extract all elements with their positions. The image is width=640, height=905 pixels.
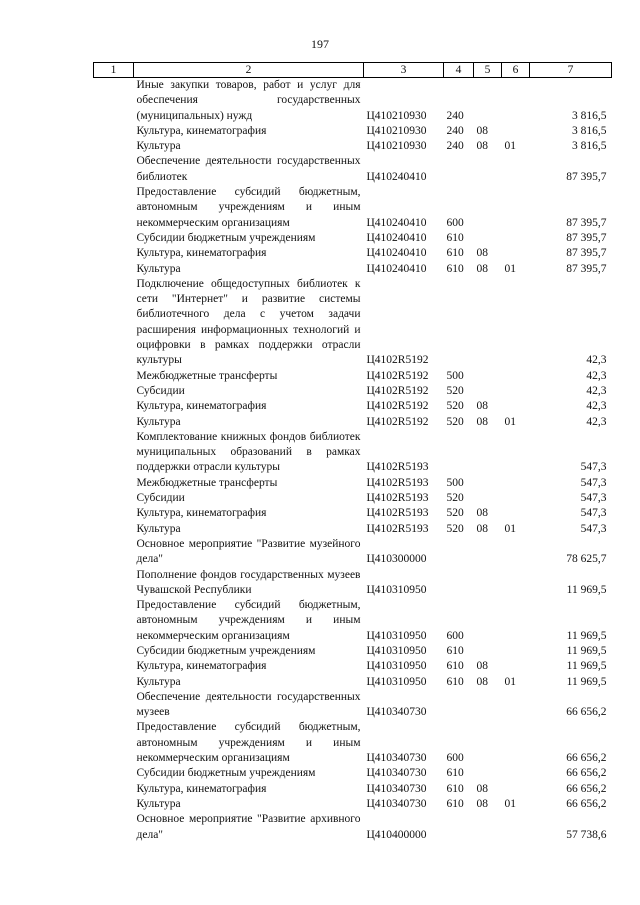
row-expense-type: 600 — [446, 216, 464, 229]
row-code: Ц410340730 — [366, 797, 427, 810]
row-empty-cell — [94, 139, 134, 154]
row-name: Культура — [136, 522, 181, 535]
row-name: Культура — [136, 415, 181, 428]
row-amount: 11 969,5 — [566, 660, 607, 673]
row-section — [474, 154, 502, 185]
row-code: Ц410240410 — [366, 170, 427, 183]
row-code: Ц4102R5193 — [366, 522, 429, 535]
row-empty-cell — [94, 812, 134, 843]
row-amount: 547,3 — [580, 492, 607, 505]
row-subsection — [502, 568, 530, 599]
row-code: Ц410310950 — [366, 629, 427, 642]
row-section: 08 — [476, 797, 488, 810]
row-section — [474, 231, 502, 246]
row-code: Ц410340730 — [366, 752, 427, 765]
row-subsection — [502, 598, 530, 644]
row-empty-cell — [94, 78, 134, 124]
column-number: 6 — [502, 63, 530, 78]
row-expense-type: 610 — [446, 247, 464, 260]
row-expense-type: 610 — [446, 660, 464, 673]
row-empty-cell — [94, 690, 134, 721]
row-expense-type — [444, 812, 474, 843]
row-code: Ц410210930 — [366, 124, 427, 137]
row-expense-type: 520 — [446, 400, 464, 413]
row-code: Ц410300000 — [366, 553, 427, 566]
row-expense-type: 240 — [446, 140, 464, 153]
row-section — [474, 78, 502, 124]
row-expense-type: 500 — [446, 476, 464, 489]
column-number-header-row — [94, 63, 612, 78]
row-section — [474, 644, 502, 659]
row-expense-type — [444, 430, 474, 476]
row-subsection — [502, 430, 530, 476]
row-name: Культура — [136, 797, 181, 810]
row-code: Ц4102R5192 — [366, 384, 429, 397]
row-section: 08 — [476, 782, 488, 795]
row-code: Ц4102R5192 — [366, 369, 429, 382]
row-subsection: 01 — [504, 675, 516, 688]
row-code: Ц4102R5193 — [366, 507, 429, 520]
row-amount: 547,3 — [580, 461, 607, 474]
table-row — [94, 782, 612, 797]
table-row — [94, 568, 612, 599]
row-subsection — [502, 659, 530, 674]
row-section: 08 — [476, 262, 488, 275]
row-expense-type: 600 — [446, 629, 464, 642]
row-code: Ц410310950 — [366, 644, 427, 657]
row-amount: 3 816,5 — [572, 124, 607, 137]
row-amount: 66 656,2 — [566, 752, 607, 765]
row-expense-type: 520 — [446, 415, 464, 428]
table-row — [94, 277, 612, 369]
row-code: Ц4102R5193 — [366, 461, 429, 474]
row-empty-cell — [94, 782, 134, 797]
row-name: Основное мероприятие "Развитие музейного дела" — [136, 537, 361, 566]
row-amount: 66 656,2 — [566, 782, 607, 795]
row-section: 08 — [476, 140, 488, 153]
row-empty-cell — [94, 430, 134, 476]
row-empty-cell — [94, 124, 134, 139]
row-expense-type: 240 — [446, 109, 464, 122]
row-subsection: 01 — [504, 140, 516, 153]
row-subsection: 01 — [504, 415, 516, 428]
row-name: Пополнение фондов государственных музеев Чувашской Республики — [136, 568, 361, 596]
row-amount: 11 969,5 — [566, 583, 607, 596]
row-name: Культура, кинематография — [136, 124, 267, 137]
row-expense-type: 610 — [446, 797, 464, 810]
column-number: 3 — [364, 63, 444, 78]
row-subsection — [502, 720, 530, 766]
row-name: Субсидии бюджетным учреждениям — [136, 231, 316, 244]
row-amount: 87 395,7 — [566, 262, 607, 275]
table-row — [94, 185, 612, 231]
row-expense-type: 610 — [446, 231, 464, 244]
row-code: Ц4102R5192 — [366, 354, 429, 367]
row-empty-cell — [94, 246, 134, 261]
row-code: Ц410240410 — [366, 216, 427, 229]
row-code: Ц4102R5192 — [366, 415, 429, 428]
row-section — [474, 598, 502, 644]
table-row — [94, 430, 612, 476]
row-section: 08 — [476, 124, 488, 137]
row-section — [474, 690, 502, 721]
row-amount: 57 738,6 — [566, 828, 607, 841]
row-code: Ц410310950 — [366, 660, 427, 673]
row-section: 08 — [476, 675, 488, 688]
row-code: Ц4102R5193 — [366, 492, 429, 505]
table-row — [94, 812, 612, 843]
row-name: Межбюджетные трансферты — [136, 476, 278, 489]
row-section: 08 — [476, 400, 488, 413]
row-empty-cell — [94, 154, 134, 185]
row-amount: 42,3 — [586, 400, 607, 413]
row-section — [474, 430, 502, 476]
row-empty-cell — [94, 675, 134, 690]
row-expense-type — [444, 690, 474, 721]
row-subsection: 01 — [504, 262, 516, 275]
row-empty-cell — [94, 644, 134, 659]
row-code: Ц410210930 — [366, 109, 427, 122]
row-section — [474, 277, 502, 369]
table-row — [94, 384, 612, 399]
row-subsection — [502, 491, 530, 506]
row-name: Обеспечение деятельности государственных музеев — [136, 690, 361, 719]
row-section — [474, 812, 502, 843]
row-expense-type: 240 — [446, 124, 464, 137]
row-expense-type: 610 — [446, 262, 464, 275]
row-section — [474, 537, 502, 568]
row-code: Ц410240410 — [366, 247, 427, 260]
row-subsection — [502, 124, 530, 139]
column-number: 2 — [134, 63, 364, 78]
table-row — [94, 720, 612, 766]
row-subsection — [502, 78, 530, 124]
row-expense-type — [444, 277, 474, 369]
row-amount: 11 969,5 — [566, 629, 607, 642]
row-section: 08 — [476, 660, 488, 673]
row-subsection — [502, 154, 530, 185]
column-number: 4 — [444, 63, 474, 78]
table-row — [94, 415, 612, 430]
row-name: Предоставление субсидий бюджетным, автономным учреждениям и иным некоммерческим организациям — [136, 599, 361, 642]
row-section — [474, 720, 502, 766]
row-amount: 42,3 — [586, 415, 607, 428]
row-subsection — [502, 506, 530, 521]
column-number: 7 — [530, 63, 612, 78]
row-section — [474, 369, 502, 384]
row-subsection — [502, 185, 530, 231]
row-expense-type — [444, 154, 474, 185]
row-name: Субсидии бюджетным учреждениям — [136, 644, 316, 657]
row-code: Ц410340730 — [366, 767, 427, 780]
row-subsection — [502, 246, 530, 261]
row-subsection — [502, 384, 530, 399]
row-empty-cell — [94, 720, 134, 766]
row-code: Ц410310950 — [366, 583, 427, 596]
row-amount: 78 625,7 — [566, 553, 607, 566]
row-amount: 87 395,7 — [566, 216, 607, 229]
table-row — [94, 124, 612, 139]
table-row — [94, 797, 612, 812]
row-subsection — [502, 782, 530, 797]
row-amount: 547,3 — [580, 522, 607, 535]
row-amount: 87 395,7 — [566, 231, 607, 244]
row-code: Ц410310950 — [366, 675, 427, 688]
row-code: Ц410240410 — [366, 262, 427, 275]
row-subsection: 01 — [504, 797, 516, 810]
row-amount: 42,3 — [586, 384, 607, 397]
row-expense-type — [444, 537, 474, 568]
row-code: Ц4102R5192 — [366, 400, 429, 413]
page-number: 197 — [311, 37, 329, 51]
table-row — [94, 659, 612, 674]
row-empty-cell — [94, 262, 134, 277]
column-number: 5 — [474, 63, 502, 78]
row-empty-cell — [94, 797, 134, 812]
row-section — [474, 185, 502, 231]
table-row — [94, 598, 612, 644]
row-empty-cell — [94, 231, 134, 246]
row-empty-cell — [94, 766, 134, 781]
column-number: 1 — [94, 63, 134, 78]
row-empty-cell — [94, 522, 134, 537]
row-subsection — [502, 766, 530, 781]
table-row — [94, 506, 612, 521]
table-row — [94, 766, 612, 781]
table-row — [94, 399, 612, 414]
row-expense-type: 610 — [446, 767, 464, 780]
row-name: Субсидии — [136, 492, 185, 505]
table-row — [94, 491, 612, 506]
row-name: Субсидии — [136, 384, 185, 397]
row-empty-cell — [94, 476, 134, 491]
row-subsection — [502, 690, 530, 721]
row-empty-cell — [94, 384, 134, 399]
row-code: Ц410400000 — [366, 828, 427, 841]
row-subsection — [502, 231, 530, 246]
row-name: Субсидии бюджетным учреждениям — [136, 767, 316, 780]
row-empty-cell — [94, 399, 134, 414]
row-expense-type: 500 — [446, 369, 464, 382]
row-expense-type: 520 — [446, 522, 464, 535]
table-row — [94, 369, 612, 384]
row-expense-type: 600 — [446, 752, 464, 765]
row-section: 08 — [476, 415, 488, 428]
row-name: Обеспечение деятельности государственных библиотек — [136, 155, 361, 183]
table-row — [94, 246, 612, 261]
row-amount: 3 816,5 — [572, 140, 607, 153]
row-subsection — [502, 369, 530, 384]
row-expense-type: 520 — [446, 384, 464, 397]
row-name: Основное мероприятие "Развитие архивного дела" — [136, 813, 361, 841]
row-name: Культура — [136, 675, 181, 688]
table-row — [94, 154, 612, 185]
row-empty-cell — [94, 415, 134, 430]
row-amount: 3 816,5 — [572, 109, 607, 122]
table-row — [94, 690, 612, 721]
row-name: Культура, кинематография — [136, 782, 267, 795]
row-amount: 87 395,7 — [566, 170, 607, 183]
row-empty-cell — [94, 369, 134, 384]
row-section — [474, 568, 502, 599]
row-expense-type: 610 — [446, 782, 464, 795]
row-amount: 42,3 — [586, 354, 607, 367]
table-row — [94, 231, 612, 246]
row-name: Межбюджетные трансферты — [136, 369, 278, 382]
row-code: Ц4102R5193 — [366, 476, 429, 489]
row-name: Культура, кинематография — [136, 400, 267, 413]
row-expense-type: 610 — [446, 675, 464, 688]
row-section — [474, 491, 502, 506]
row-subsection — [502, 277, 530, 369]
row-name: Предоставление субсидий бюджетным, автономным учреждениям и иным некоммерческим организациям — [136, 186, 361, 229]
table-row — [94, 262, 612, 277]
row-subsection: 01 — [504, 522, 516, 535]
row-empty-cell — [94, 506, 134, 521]
row-empty-cell — [94, 537, 134, 568]
row-name: Культура, кинематография — [136, 660, 267, 673]
row-section: 08 — [476, 507, 488, 520]
row-subsection — [502, 476, 530, 491]
row-section — [474, 476, 502, 491]
row-empty-cell — [94, 491, 134, 506]
row-subsection — [502, 644, 530, 659]
row-amount: 87 395,7 — [566, 247, 607, 260]
row-empty-cell — [94, 185, 134, 231]
row-expense-type: 610 — [446, 644, 464, 657]
row-subsection — [502, 812, 530, 843]
table-row — [94, 522, 612, 537]
row-expense-type: 520 — [446, 507, 464, 520]
row-name: Комплектование книжных фондов библиотек муниципальных образований в рамках поддержки отрасли культуры — [136, 430, 361, 474]
row-section — [474, 766, 502, 781]
row-name: Культура — [136, 140, 181, 153]
row-amount: 66 656,2 — [566, 706, 607, 719]
row-amount: 11 969,5 — [566, 675, 607, 688]
row-section: 08 — [476, 522, 488, 535]
row-amount: 547,3 — [580, 507, 607, 520]
row-empty-cell — [94, 568, 134, 599]
row-expense-type: 520 — [446, 492, 464, 505]
table-row — [94, 78, 612, 124]
row-empty-cell — [94, 598, 134, 644]
table-row — [94, 476, 612, 491]
row-section: 08 — [476, 247, 488, 260]
row-name: Культура, кинематография — [136, 507, 267, 520]
row-name: Предоставление субсидий бюджетным, автономным учреждениям и иным некоммерческим организациям — [136, 721, 361, 765]
row-expense-type — [444, 568, 474, 599]
table-row — [94, 644, 612, 659]
row-amount: 11 969,5 — [566, 644, 607, 657]
row-code: Ц410210930 — [366, 140, 427, 153]
row-name: Культура, кинематография — [136, 247, 267, 260]
row-amount: 42,3 — [586, 369, 607, 382]
table-row — [94, 675, 612, 690]
row-name: Иные закупки товаров, работ и услуг для обеспечения государственных (муниципальных) нужд — [136, 79, 361, 122]
table-row — [94, 537, 612, 568]
row-subsection — [502, 537, 530, 568]
row-subsection — [502, 399, 530, 414]
row-amount: 66 656,2 — [566, 767, 607, 780]
row-empty-cell — [94, 659, 134, 674]
row-code: Ц410340730 — [366, 782, 427, 795]
row-empty-cell — [94, 277, 134, 369]
row-amount: 66 656,2 — [566, 797, 607, 810]
row-code: Ц410240410 — [366, 231, 427, 244]
budget-table — [93, 62, 612, 843]
row-name: Подключение общедоступных библиотек к сети "Интернет" и развитие системы библиотечного дела с учетом задачи расширения информационных технологий и оцифровки в рамках поддержки отрасли культуры — [136, 277, 361, 367]
table-row — [94, 139, 612, 154]
row-section — [474, 384, 502, 399]
row-amount: 547,3 — [580, 476, 607, 489]
row-name: Культура — [136, 262, 181, 275]
row-code: Ц410340730 — [366, 706, 427, 719]
